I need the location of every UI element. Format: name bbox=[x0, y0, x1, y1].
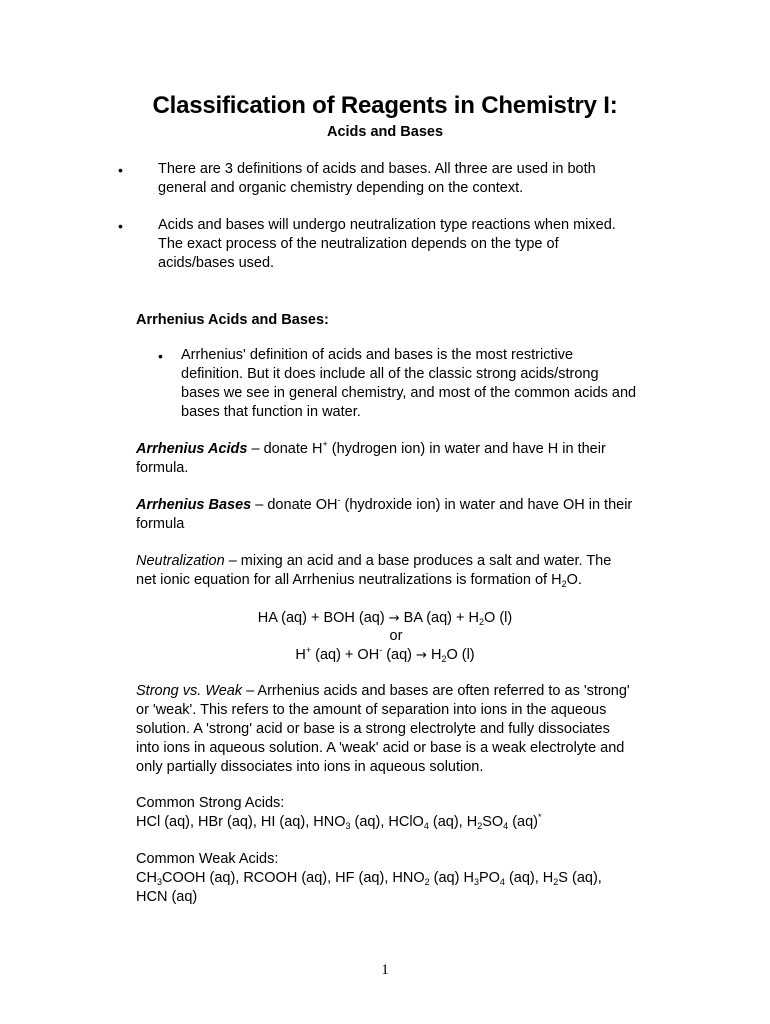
subscript: 2 bbox=[477, 821, 483, 831]
text: H bbox=[426, 647, 442, 663]
subscript: 2 bbox=[479, 617, 485, 627]
neutralization-definition bbox=[136, 552, 611, 571]
term-neutralization: Neutralization bbox=[136, 553, 225, 569]
text: – Arrhenius acids and bases are often referred to as 'strong' bbox=[242, 683, 630, 699]
text: CH bbox=[136, 870, 157, 886]
text: HCl (aq), HBr (aq), HI (aq), HNO bbox=[136, 814, 346, 830]
arrhenius-bullet-line-2: definition. But it does include all of the classic strong acids/strong bbox=[181, 366, 599, 382]
subscript: 3 bbox=[156, 877, 162, 887]
text: BA (aq) + H bbox=[399, 610, 480, 626]
strong-acids-label: Common Strong Acids: bbox=[136, 795, 285, 811]
text: SO bbox=[482, 814, 504, 830]
page-title: Classification of Reagents in Chemistry I: bbox=[152, 92, 618, 119]
strong-vs-weak-line-1 bbox=[136, 682, 630, 701]
strong-vs-weak-line-2: or 'weak'. This refers to the amount of separation into ions in the aqueous bbox=[136, 702, 607, 718]
reaction-arrow-icon: → bbox=[388, 611, 400, 626]
neutralization-definition-line-2 bbox=[136, 571, 582, 590]
text: (aq), HClO bbox=[350, 814, 424, 830]
intro-bullet-1-line-1: There are 3 definitions of acids and bases. All three are used in both bbox=[158, 161, 596, 177]
footnote-marker: * bbox=[538, 812, 542, 822]
subscript: 4 bbox=[499, 877, 505, 887]
weak-acids-list bbox=[136, 869, 602, 888]
text: (aq), H bbox=[504, 870, 554, 886]
equation-or: or bbox=[389, 628, 403, 644]
subscript: 4 bbox=[423, 821, 429, 831]
superscript: - bbox=[337, 495, 341, 505]
text: (aq) bbox=[508, 814, 538, 830]
intro-bullet-2-line-2: The exact process of the neutralization depends on the type of bbox=[158, 236, 559, 252]
weak-acids-label: Common Weak Acids: bbox=[136, 851, 279, 867]
subscript: 2 bbox=[561, 579, 567, 589]
arrhenius-bases-definition bbox=[136, 496, 632, 515]
section-heading-arrhenius: Arrhenius Acids and Bases: bbox=[136, 312, 329, 328]
text: (hydrogen ion) in water and have H in their bbox=[327, 441, 606, 457]
text: (aq), H bbox=[428, 814, 478, 830]
intro-bullet-2-line-3: acids/bases used. bbox=[158, 255, 275, 271]
subscript: 3 bbox=[473, 877, 479, 887]
bullet-marker: • bbox=[158, 348, 163, 364]
page-number: 1 bbox=[381, 962, 389, 978]
bullet-marker: • bbox=[118, 218, 123, 234]
text: O (l) bbox=[446, 647, 475, 663]
strong-vs-weak-line-3: solution. A 'strong' acid or base is a strong electrolyte and fully dissociates bbox=[136, 721, 610, 737]
subscript: 2 bbox=[424, 877, 430, 887]
page-subtitle: Acids and Bases bbox=[326, 124, 444, 140]
subscript: 3 bbox=[345, 821, 351, 831]
intro-bullet-1-line-2: general and organic chemistry depending on the context. bbox=[158, 180, 524, 196]
text: net ionic equation for all Arrhenius neutralizations is formation of H bbox=[136, 572, 562, 588]
superscript: + bbox=[322, 439, 328, 449]
equation-1 bbox=[0, 609, 770, 628]
bullet-marker: • bbox=[118, 162, 123, 178]
strong-acids-list bbox=[136, 813, 542, 832]
arrhenius-acids-definition-line-2: formula. bbox=[136, 460, 189, 476]
arrhenius-bases-definition-line-2: formula bbox=[136, 516, 185, 532]
subscript: 4 bbox=[503, 821, 509, 831]
subscript: 2 bbox=[553, 877, 559, 887]
superscript: - bbox=[379, 645, 383, 655]
text: – donate H bbox=[247, 441, 323, 457]
text: – mixing an acid and a base produces a salt and water. The bbox=[224, 553, 612, 569]
strong-vs-weak-line-4: into ions in aqueous solution. A 'weak' acid or base is a weak electrolyte and bbox=[136, 740, 625, 756]
term-strong-vs-weak: Strong vs. Weak bbox=[136, 683, 243, 699]
text: PO bbox=[478, 870, 500, 886]
term-arrhenius-bases: Arrhenius Bases bbox=[136, 497, 252, 513]
arrhenius-bullet-line-3: bases we see in general chemistry, and most of the common acids and bbox=[181, 385, 637, 401]
text: H bbox=[295, 647, 306, 663]
text: (aq) + OH bbox=[311, 647, 380, 663]
arrhenius-acids-definition bbox=[136, 440, 606, 459]
arrhenius-bullet-line-1: Arrhenius' definition of acids and bases is the most restrictive bbox=[181, 347, 574, 363]
text: COOH (aq), RCOOH (aq), HF (aq), HNO bbox=[161, 870, 425, 886]
text: O. bbox=[566, 572, 582, 588]
equation-2 bbox=[0, 646, 770, 665]
text: O (l) bbox=[484, 610, 513, 626]
intro-bullet-2-line-1: Acids and bases will undergo neutralization type reactions when mixed. bbox=[158, 217, 616, 233]
arrhenius-bullet-line-4: bases that function in water. bbox=[181, 404, 361, 420]
weak-acids-list-line-2: HCN (aq) bbox=[136, 889, 198, 905]
reaction-arrow-icon: → bbox=[416, 648, 427, 663]
text: (aq) H bbox=[429, 870, 474, 886]
text: (aq) bbox=[382, 647, 417, 663]
subscript: 2 bbox=[441, 654, 447, 664]
text: S (aq), bbox=[558, 870, 602, 886]
text: – donate OH bbox=[251, 497, 338, 513]
superscript: + bbox=[305, 645, 312, 655]
term-arrhenius-acids: Arrhenius Acids bbox=[136, 441, 248, 457]
text: (hydroxide ion) in water and have OH in their bbox=[340, 497, 633, 513]
strong-vs-weak-line-5: only partially dissociates into ions in aqueous solution. bbox=[136, 759, 484, 775]
text: HA (aq) + BOH (aq) bbox=[257, 610, 389, 626]
